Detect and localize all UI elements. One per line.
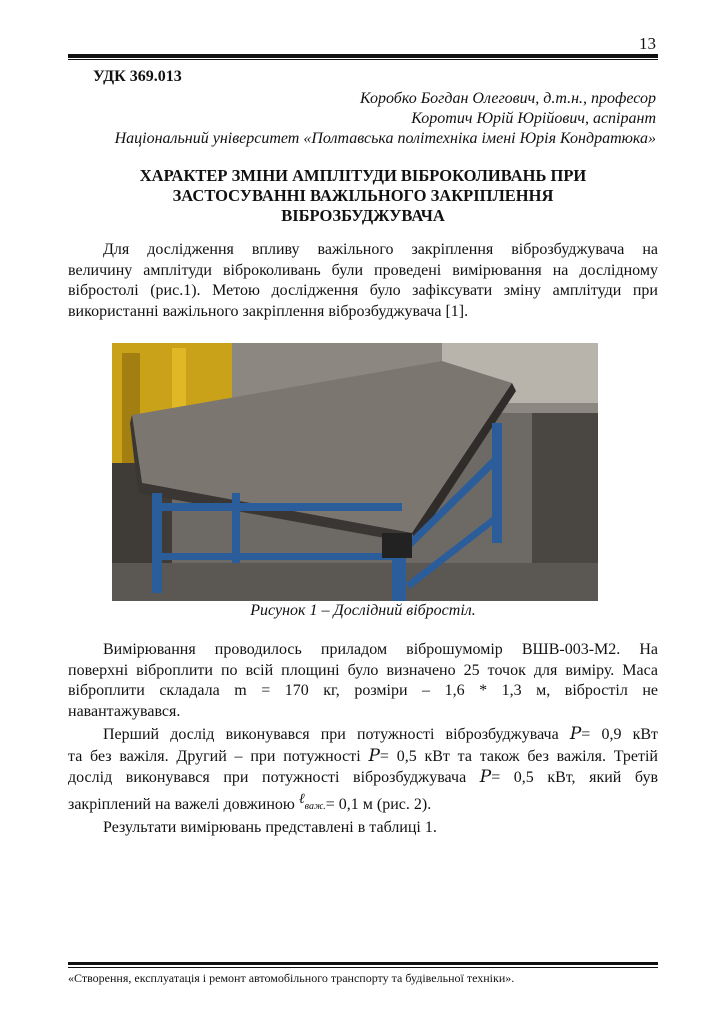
- text: та без важіля. Другий – при потужності: [68, 747, 361, 765]
- text: = 0,1 м (рис. 2).: [325, 795, 432, 813]
- author-1: Коробко Богдан Олегович, д.т.н., професор: [359, 90, 656, 107]
- figure-caption: Рисунок 1 – Дослідний вібростіл.: [250, 602, 476, 619]
- author-2: Коротич Юрій Юрійович, аспірант: [411, 110, 656, 127]
- article-title: [68, 166, 658, 226]
- text-line: Результати вимірювань представлені в таблиці 1.: [103, 819, 437, 836]
- text-line: Для дослідження впливу важільного закріплення віброзбуджувача на: [103, 241, 658, 258]
- footer-rule: [68, 962, 658, 965]
- experiments-paragraph: [68, 724, 658, 839]
- length-symbol: ℓ: [298, 791, 305, 807]
- power-symbol: P: [368, 745, 380, 766]
- text-line: [68, 724, 658, 746]
- text-line: навантажувався.: [68, 702, 181, 720]
- header-rule: [68, 54, 658, 58]
- udk-code: УДК 369.013: [93, 68, 182, 85]
- title-line: ЗАСТОСУВАННІ ВАЖІЛЬНОГО ЗАКРІПЛЕННЯ: [172, 186, 554, 205]
- power-symbol: P: [569, 724, 582, 744]
- text-line: вібростолі (рис.1). Метою дослідження було зафіксувати зміну амплітуди при: [68, 282, 658, 299]
- text-line: [68, 767, 658, 789]
- measurement-paragraph: [68, 640, 658, 722]
- text-line: поверхні віброплити по всій площині було визначено 25 точок для виміру. Маса: [68, 661, 658, 679]
- text: = 0,5 кВт, який був: [491, 769, 659, 786]
- text: = 0,9 кВт: [581, 726, 659, 743]
- text-line: [68, 791, 658, 818]
- header-rule-thin: [68, 59, 658, 60]
- text-line: використанні важільного закріплення віброзбуджувача [1].: [68, 302, 469, 320]
- subscript: важ.: [304, 800, 326, 812]
- intro-paragraph: [68, 240, 658, 322]
- text: дослід виконувався при потужності віброзбуджувача: [68, 769, 467, 786]
- footer-rule-thin: [68, 967, 658, 968]
- affiliation: Національний університет «Полтавська політехніка імені Юрія Кондратюка»: [114, 130, 656, 147]
- text: Перший дослід виконувався при потужності віброзбуджувача: [103, 726, 559, 743]
- text-line: віброплити складала m = 170 кг, розміри – 1,6 * 1,3 м, вібростіл не: [68, 682, 658, 699]
- page-number: 13: [639, 34, 656, 53]
- power-symbol: P: [479, 767, 492, 787]
- text: = 0,5 кВт та також без важіля. Третій: [379, 747, 658, 765]
- title-line: ХАРАКТЕР ЗМІНИ АМПЛІТУДИ ВІБРОКОЛИВАНЬ ПРИ: [139, 166, 587, 185]
- title-line: ВІБРОЗБУДЖУВАЧА: [281, 206, 445, 225]
- text: закріплений на важелі довжиною: [68, 795, 295, 813]
- figure-photo-vibrotable: [112, 343, 598, 601]
- text-line: [68, 746, 658, 768]
- text-line: Вимірювання проводилось приладом віброшумомір ВШВ-003-М2. На: [103, 641, 658, 658]
- footer-text: «Створення, експлуатація і ремонт автомобільного транспорту та будівельної техніки».: [68, 971, 515, 985]
- text-line: величину амплітуди віброколивань були проведені вимірювання на дослідному: [68, 261, 658, 279]
